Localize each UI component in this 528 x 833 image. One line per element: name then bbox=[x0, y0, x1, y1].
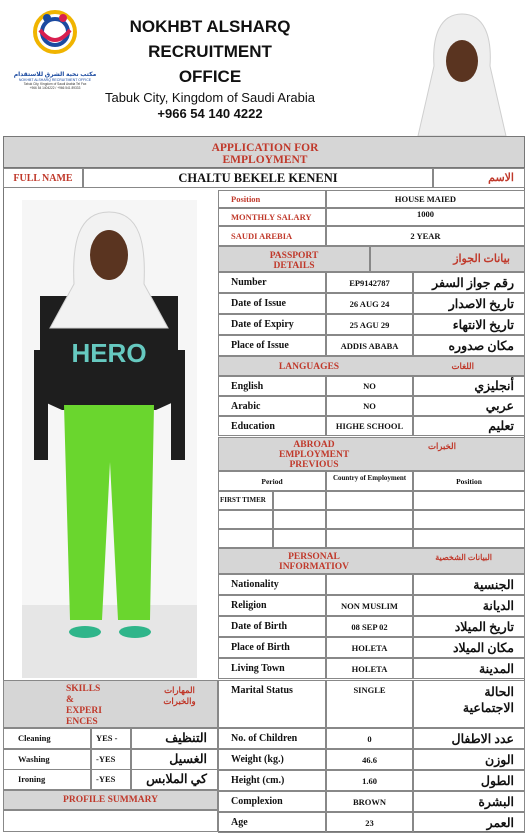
table-cell bbox=[413, 376, 525, 396]
languages.rows-ar: تعليم bbox=[488, 419, 514, 433]
table-cell bbox=[218, 728, 326, 749]
marital-ar-1: الحالة bbox=[484, 685, 514, 699]
table-cell bbox=[326, 376, 413, 396]
table-cell bbox=[131, 728, 218, 749]
table-cell bbox=[218, 208, 326, 226]
skill-label: Cleaning bbox=[18, 733, 51, 743]
table-cell bbox=[218, 616, 326, 637]
table-cell bbox=[326, 728, 413, 749]
table-cell bbox=[326, 491, 413, 510]
table-cell bbox=[326, 529, 413, 548]
table-cell bbox=[3, 680, 218, 728]
personal.rows-label: Place of Birth bbox=[231, 642, 290, 653]
passport.rows-value: EP9142787 bbox=[349, 278, 390, 288]
table-cell bbox=[413, 314, 525, 335]
table-cell bbox=[413, 396, 525, 416]
full-name-ar-cell bbox=[433, 168, 525, 188]
table-cell bbox=[413, 770, 525, 791]
table-cell bbox=[326, 812, 413, 833]
table-cell bbox=[273, 491, 326, 510]
office-name-line2: RECRUITMENT bbox=[148, 42, 272, 61]
col-country: Country of Employment bbox=[332, 474, 407, 482]
experience-header-ar: الخبرات bbox=[427, 441, 456, 451]
logo-text-en: NOKHBT ALSHARQ RECRUITMENT OFFICE bbox=[18, 78, 92, 82]
table-cell bbox=[218, 510, 273, 529]
experience-header: ABROAD EMPLOYMENT PREVIOUS bbox=[279, 440, 350, 470]
table-cell bbox=[326, 208, 525, 226]
passport.rows-ar: تاريخ الانتهاء bbox=[452, 318, 514, 332]
table-cell bbox=[326, 770, 413, 791]
table-cell bbox=[326, 293, 413, 314]
table-cell bbox=[218, 770, 326, 791]
table-cell bbox=[3, 769, 91, 790]
full-name-label: FULL NAME bbox=[13, 173, 73, 184]
skill-label: Washing bbox=[18, 753, 50, 764]
table-cell bbox=[326, 680, 413, 728]
personal.rows2-value: 23 bbox=[365, 818, 374, 828]
table-cell bbox=[413, 616, 525, 637]
table-cell bbox=[413, 680, 525, 728]
personal.rows2-label: Height (cm.) bbox=[231, 775, 285, 786]
passport.rows-value: 25 AGU 29 bbox=[349, 320, 390, 330]
col-position: Position bbox=[456, 477, 482, 486]
marital-value: SINGLE bbox=[353, 685, 386, 695]
passport.rows-label: Place of Issue bbox=[231, 340, 289, 351]
passport.rows-value: 26 AUG 24 bbox=[349, 299, 390, 309]
table-cell bbox=[413, 416, 525, 436]
full-name-label-cell bbox=[3, 168, 83, 188]
languages.rows-value: NO bbox=[363, 381, 376, 391]
full-name-value: CHALTU BEKELE KENENI bbox=[178, 171, 338, 185]
table-cell bbox=[326, 471, 413, 491]
office-name-line3: OFFICE bbox=[178, 67, 242, 86]
salary-label: MONTHLY SALARY bbox=[231, 212, 312, 222]
svg-text:HERO: HERO bbox=[71, 338, 147, 368]
personal.rows-value: HOLETA bbox=[351, 643, 388, 653]
table-cell bbox=[218, 658, 326, 679]
table-cell bbox=[326, 396, 413, 416]
table-cell bbox=[326, 314, 413, 335]
office-city: Tabuk City, Kingdom of Saudi Arabia bbox=[104, 90, 316, 105]
table-cell bbox=[3, 749, 91, 770]
table-cell bbox=[218, 637, 326, 658]
personal.rows-ar: تاريخ الميلاد bbox=[454, 620, 514, 634]
table-cell bbox=[326, 272, 413, 293]
passport.rows-label: Date of Issue bbox=[231, 298, 286, 309]
personal.rows2-value: 46.6 bbox=[362, 755, 377, 765]
personal-header: PERSONAL INFORMATIOV bbox=[279, 552, 350, 572]
table-cell bbox=[413, 471, 525, 491]
personal.rows2-ar: الطول bbox=[480, 774, 514, 788]
table-cell bbox=[218, 335, 326, 356]
skill-value: YES - bbox=[96, 733, 118, 743]
table-cell bbox=[326, 190, 525, 208]
skill-value: -YES bbox=[96, 774, 116, 785]
table-cell bbox=[413, 529, 525, 548]
personal.rows-label: Date of Birth bbox=[231, 621, 288, 632]
profile-summary-box bbox=[3, 810, 218, 832]
full-body-photo bbox=[22, 200, 197, 678]
experience-period: FIRST TIMER bbox=[220, 496, 266, 504]
passport.rows-ar: تاريخ الاصدار bbox=[448, 297, 514, 311]
col-period: Period bbox=[261, 477, 283, 486]
portrait-photo bbox=[412, 6, 512, 136]
personal.rows2-ar: عدد الاطفال bbox=[451, 732, 514, 746]
table-cell bbox=[273, 510, 326, 529]
table-cell bbox=[326, 658, 413, 679]
table-cell bbox=[273, 529, 326, 548]
table-cell bbox=[218, 272, 326, 293]
table-cell bbox=[218, 246, 370, 272]
languages.rows-value: NO bbox=[363, 401, 376, 411]
table-cell bbox=[218, 791, 326, 812]
table-cell bbox=[218, 376, 326, 396]
logo-text-ar: مكتب نخبة الشرق للاستقدام bbox=[13, 72, 97, 78]
table-cell bbox=[326, 749, 413, 770]
passport.rows-label: Date of Expiry bbox=[231, 319, 294, 330]
passport.rows-label: Number bbox=[231, 277, 267, 288]
personal-header-ar: البيانات الشخصية bbox=[435, 553, 492, 562]
personal.rows2-value: BROWN bbox=[352, 797, 387, 807]
table-cell bbox=[218, 293, 326, 314]
personal.rows-label: Living Town bbox=[231, 663, 285, 674]
personal.rows-ar: الديانة bbox=[482, 599, 514, 613]
passport.rows-ar: مكان صدوره bbox=[448, 339, 514, 353]
logo-phones: +966 54 1404222 / +966 541 89333 bbox=[29, 86, 81, 90]
personal.rows2-ar: الوزن bbox=[485, 753, 514, 767]
table-cell bbox=[326, 510, 413, 529]
table-cell bbox=[218, 680, 326, 728]
skill-value: -YES bbox=[96, 753, 116, 764]
position-label: Position bbox=[231, 194, 261, 204]
table-cell bbox=[413, 574, 525, 595]
table-cell bbox=[131, 749, 218, 770]
personal.rows2-label: Weight (kg.) bbox=[231, 754, 284, 765]
table-cell bbox=[91, 728, 131, 749]
marital-label: Marital Status bbox=[231, 685, 293, 696]
table-cell bbox=[218, 574, 326, 595]
table-cell bbox=[326, 574, 413, 595]
table-cell bbox=[326, 595, 413, 616]
position-value: HOUSE MAIED bbox=[394, 194, 457, 204]
personal.rows-value: HOLETA bbox=[351, 664, 388, 674]
skill-ar: كي الملابس bbox=[146, 772, 207, 787]
table-cell bbox=[3, 728, 91, 749]
office-name-line1: NOKHBT ALSHARQ bbox=[129, 17, 291, 36]
table-cell bbox=[413, 812, 525, 833]
table-cell bbox=[370, 246, 525, 272]
table-cell bbox=[218, 226, 326, 246]
personal.rows-label: Nationality bbox=[231, 579, 279, 590]
table-cell bbox=[218, 314, 326, 335]
table-cell bbox=[218, 548, 525, 574]
table-cell bbox=[413, 658, 525, 679]
languages.rows-value: HIGHE SCHOOL bbox=[335, 421, 404, 431]
table-cell bbox=[326, 335, 413, 356]
personal.rows2-ar: العمر bbox=[486, 816, 514, 830]
table-cell bbox=[413, 491, 525, 510]
full-name-cell bbox=[83, 168, 433, 188]
skills-header: SKILLS & EXPERI ENCES bbox=[66, 684, 102, 727]
office-logo bbox=[10, 8, 100, 90]
table-cell bbox=[413, 335, 525, 356]
table-cell bbox=[218, 595, 326, 616]
table-cell bbox=[326, 791, 413, 812]
profile-summary-label: PROFILE SUMMARY bbox=[63, 795, 158, 805]
languages-header-ar: اللغات bbox=[451, 361, 474, 371]
table-cell bbox=[91, 749, 131, 770]
passport.rows-value: ADDIS ABABA bbox=[340, 341, 399, 351]
table-cell bbox=[326, 616, 413, 637]
languages.rows-label: Education bbox=[231, 421, 275, 432]
table-cell bbox=[413, 272, 525, 293]
salary-value: 1000 bbox=[417, 209, 434, 219]
country-label: SAUDI AREBIA bbox=[231, 231, 293, 241]
passport-header-ar: بيانات الجواز bbox=[453, 253, 510, 265]
languages.rows-label: English bbox=[231, 381, 264, 392]
table-cell bbox=[218, 471, 326, 491]
contract-value: 2 YEAR bbox=[410, 231, 441, 241]
passport-header: PASSPORT DETAILS bbox=[269, 251, 319, 271]
personal.rows-ar: الجنسية bbox=[473, 578, 514, 592]
table-cell bbox=[218, 812, 326, 833]
table-cell bbox=[218, 416, 326, 436]
form-title: APPLICATION FOR EMPLOYMENT bbox=[211, 142, 319, 166]
table-cell bbox=[413, 510, 525, 529]
languages-header: LANGUAGES bbox=[278, 362, 340, 372]
table-cell bbox=[3, 790, 218, 810]
table-cell bbox=[326, 416, 413, 436]
table-cell bbox=[413, 637, 525, 658]
table-cell bbox=[413, 791, 525, 812]
personal.rows-ar: مكان الميلاد bbox=[452, 641, 514, 655]
skill-ar: الغسيل bbox=[169, 751, 207, 766]
personal.rows2-value: 1.60 bbox=[362, 776, 377, 786]
table-cell bbox=[218, 491, 273, 510]
table-cell bbox=[91, 769, 131, 790]
personal.rows-value: 08 SEP 02 bbox=[351, 622, 388, 632]
personal.rows-ar: المدينة bbox=[478, 662, 514, 676]
passport.rows-ar: رقم جواز السفر bbox=[432, 276, 514, 290]
personal.rows-label: Religion bbox=[231, 600, 267, 611]
personal.rows2-label: Complexion bbox=[231, 796, 283, 807]
table-cell bbox=[413, 293, 525, 314]
table-cell bbox=[218, 437, 525, 471]
table-cell bbox=[413, 728, 525, 749]
office-phone: +966 54 140 4222 bbox=[157, 106, 263, 121]
full-name-ar: الاسم bbox=[488, 172, 514, 184]
languages.rows-ar: عربي bbox=[485, 399, 514, 413]
table-cell bbox=[218, 396, 326, 416]
personal.rows2-label: Age bbox=[231, 817, 248, 828]
personal.rows2-ar: البشرة bbox=[478, 795, 514, 809]
logo-sub: Tabuk City, Kingdom of Saudi Arabia Tel Fax bbox=[23, 82, 87, 86]
marital-ar-2: الاجتماعية bbox=[462, 701, 514, 715]
skills-header-ar: المهارات والخبرات bbox=[163, 685, 196, 706]
table-cell bbox=[131, 769, 218, 790]
skill-label: Ironing bbox=[18, 774, 46, 785]
table-cell bbox=[326, 226, 525, 246]
table-cell bbox=[413, 749, 525, 770]
languages.rows-ar: أنجليزي bbox=[474, 379, 514, 393]
personal.rows2-label: No. of Children bbox=[231, 733, 298, 744]
table-cell bbox=[326, 637, 413, 658]
table-cell bbox=[413, 595, 525, 616]
table-cell bbox=[218, 529, 273, 548]
table-cell bbox=[218, 190, 326, 208]
languages.rows-label: Arabic bbox=[231, 401, 261, 412]
table-cell bbox=[218, 356, 525, 376]
table-cell bbox=[218, 749, 326, 770]
skill-ar: التنظيف bbox=[165, 731, 207, 745]
personal.rows2-value: 0 bbox=[367, 734, 372, 744]
personal.rows-value: NON MUSLIM bbox=[341, 601, 398, 611]
